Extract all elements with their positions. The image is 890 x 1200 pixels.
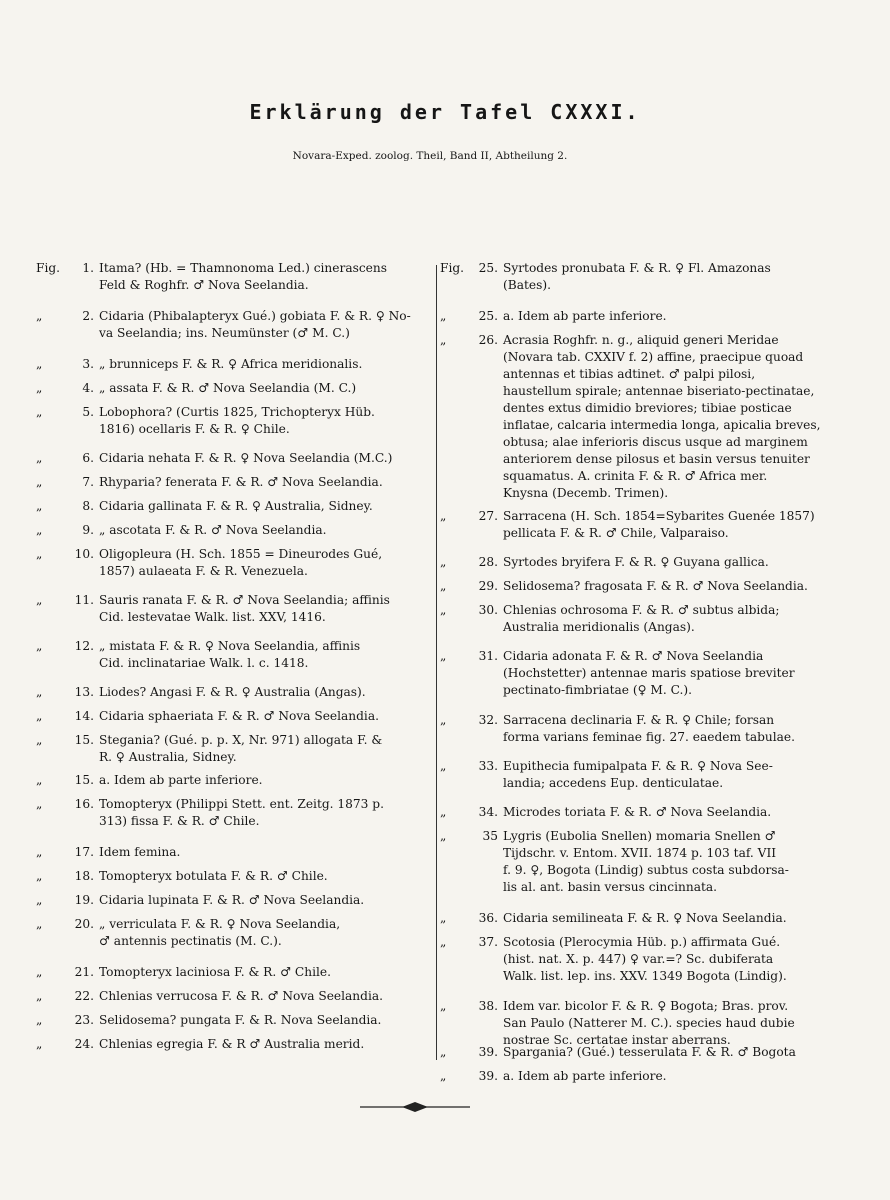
entry-prefix: „ [440, 935, 447, 949]
entry-line: Cidaria semilineata F. & R. ♀ Nova Seelandia. [503, 911, 787, 925]
entry-line: (Bates). [503, 278, 551, 292]
figure-entry [36, 916, 424, 950]
entry-line: Itama? (Hb. = Thamnonoma Led.) cinerascens [99, 261, 387, 275]
figure-number: 20. [74, 917, 94, 931]
figure-entry [36, 592, 424, 626]
entry-line: Knysna (Decemb. Trimen). [503, 486, 669, 500]
entry-prefix: „ [36, 893, 43, 907]
entry-line: Tomopteryx botulata F. & R. ♂ Chile. [99, 869, 328, 883]
entry-line: Cid. lestevatae Walk. list. XXV, 1416. [99, 610, 326, 624]
entry-text [503, 508, 858, 542]
entry-prefix: „ [440, 309, 447, 323]
entry-line: San Paulo (Natterer M. C.). species haud dubie [503, 1016, 795, 1030]
figure-entry [36, 1012, 424, 1029]
entry-line: Walk. list. lep. ins. XXV. 1349 Bogota (Lindig). [503, 969, 787, 983]
entry-line: Tomopteryx laciniosa F. & R. ♂ Chile. [99, 965, 331, 979]
figure-number: 28. [478, 555, 498, 569]
figure-entry [36, 796, 424, 830]
figure-entry [36, 546, 424, 580]
figure-entry [440, 1044, 858, 1061]
entry-text [99, 356, 424, 373]
entry-prefix: „ [36, 357, 43, 371]
ornament-rule [360, 1100, 470, 1114]
entry-prefix: „ [440, 579, 447, 593]
figure-number: 34. [478, 805, 498, 819]
entry-line: 313) fissa F. & R. ♂ Chile. [99, 814, 260, 828]
entry-prefix: „ [36, 381, 43, 395]
figure-number: 25. [478, 309, 498, 323]
entry-line: „ verriculata F. & R. ♀ Nova Seelandia, [99, 917, 341, 931]
entry-text [503, 554, 858, 571]
entry-line: (Hochstetter) antennae maris spatiose breviter [503, 666, 795, 680]
entry-text [99, 988, 424, 1005]
figure-entry [440, 332, 858, 502]
figure-entry [440, 602, 858, 636]
figure-entry [36, 638, 424, 672]
entry-prefix: „ [440, 911, 447, 925]
entry-line: haustellum spirale; antennae biseriato-pectinatae, [503, 384, 815, 398]
entry-line: ♂ antennis pectinatis (M. C.). [99, 934, 282, 948]
figure-number: 25. [478, 261, 498, 275]
figure-number: 29. [478, 579, 498, 593]
entry-prefix: „ [36, 709, 43, 723]
figure-number: 38. [478, 999, 498, 1013]
entry-line: 1857) aulaeata F. & R. Venezuela. [99, 564, 308, 578]
entry-line: pellicata F. & R. ♂ Chile, Valparaiso. [503, 526, 729, 540]
entry-text [503, 332, 858, 502]
entry-line: Cidaria gallinata F. & R. ♀ Australia, Sidney. [99, 499, 373, 513]
entry-text [99, 796, 424, 830]
figure-number: 18. [74, 869, 94, 883]
figure-number: 36. [478, 911, 498, 925]
entry-text [503, 998, 858, 1049]
figure-entry [440, 508, 858, 542]
entry-line: Cidaria sphaeriata F. & R. ♂ Nova Seelandia. [99, 709, 379, 723]
figure-entry [36, 964, 424, 981]
entry-text [99, 498, 424, 515]
entry-line: va Seelandia; ins. Neumünster (♂ M. C.) [99, 326, 350, 340]
entry-line: squamatus. A. crinita F. & R. ♂ Africa mer. [503, 469, 768, 483]
entry-line: „ brunniceps F. & R. ♀ Africa meridionalis. [99, 357, 363, 371]
entry-prefix: „ [36, 547, 43, 561]
figure-number: 7. [82, 475, 94, 489]
entry-prefix: „ [36, 989, 43, 1003]
figure-entry [440, 910, 858, 927]
entry-line: Stegania? (Gué. p. p. X, Nr. 971) allogata F. & [99, 733, 383, 747]
entry-line: Selidosema? pungata F. & R. Nova Seelandia. [99, 1013, 382, 1027]
entry-line: Chlenias verrucosa F. & R. ♂ Nova Seelandia. [99, 989, 383, 1003]
figure-number: 2. [82, 309, 94, 323]
figure-number: 6. [82, 451, 94, 465]
entry-prefix: „ [440, 603, 447, 617]
entry-line: Sparganiа? (Gué.) tesserulata F. & R. ♂ Bogota [503, 1045, 796, 1059]
entry-line: Idem femina. [99, 845, 181, 859]
figure-entry [36, 450, 424, 467]
entry-line: f. 9. ♀, Bogota (Lindig) subtus costa subdorsa- [503, 863, 789, 877]
entry-text [99, 638, 424, 672]
figure-number: 16. [74, 797, 94, 811]
figure-entry [36, 474, 424, 491]
entry-line: Syrtodes pronubata F. & R. ♀ Fl. Amazonas [503, 261, 771, 275]
entry-line: a. Idem ab parte inferiore. [503, 309, 667, 323]
column-divider [436, 265, 437, 1060]
entry-text [99, 1036, 424, 1053]
figure-entry [36, 498, 424, 515]
entry-prefix: Fig. [36, 261, 61, 275]
entry-text [503, 1068, 858, 1085]
entry-line: inflatae, calcaria intermedia longa, apicalia breves, [503, 418, 821, 432]
entry-text [99, 684, 424, 701]
entry-line: Acrasia Roghfr. n. g., aliquid generi Meridae [503, 333, 779, 347]
entry-line: Chlenias ochrosoma F. & R. ♂ subtus albida; [503, 603, 780, 617]
entry-text [503, 648, 858, 699]
entry-prefix: „ [36, 685, 43, 699]
entry-text [99, 592, 424, 626]
entry-line: „ mistata F. & R. ♀ Nova Seelandia, affinis [99, 639, 361, 653]
entry-line: Sauris ranata F. & R. ♂ Nova Seelandia; affinis [99, 593, 390, 607]
figure-number: 39. [478, 1069, 498, 1083]
figure-entry [36, 260, 424, 294]
figure-number: 24. [74, 1037, 94, 1051]
figure-number: 21. [74, 965, 94, 979]
figure-number: 39. [478, 1045, 498, 1059]
entry-line: a. Idem ab parte inferiore. [99, 773, 263, 787]
entry-line: Scotosia (Plerocymia Hüb. p.) affirmata Gué. [503, 935, 781, 949]
page-subtitle: Novara-Exped. zoolog. Theil, Band II, Abtheilung 2. [292, 150, 568, 162]
entry-text [503, 260, 858, 294]
figure-entry [36, 868, 424, 885]
entry-line: (Novara tab. CXXIV f. 2) affine, praecipue quoad [503, 350, 804, 364]
figure-number: 33. [478, 759, 498, 773]
entry-line: dentes extus dimidio breviores; tibiae posticae [503, 401, 792, 415]
entry-prefix: „ [440, 829, 447, 843]
figure-number: 32. [478, 713, 498, 727]
entry-line: R. ♀ Australia, Sidney. [99, 750, 237, 764]
entry-text [99, 916, 424, 950]
figure-entry [440, 934, 858, 985]
entry-prefix: „ [36, 1037, 43, 1051]
entry-text [503, 758, 858, 792]
entry-prefix: „ [440, 555, 447, 569]
entry-line: Liodes? Angasi F. & R. ♀ Australia (Angas). [99, 685, 366, 699]
page-title: Erklärung der Tafel CXXXI. [249, 100, 641, 124]
entry-line: Cidaria (Phibalapteryx Gué.) gobiata F. & R. ♀ No- [99, 309, 411, 323]
entry-line: anteriorem dense pilosus et basin versus tenuiter [503, 452, 810, 466]
figure-number: 22. [74, 989, 94, 1003]
figure-entry [36, 1036, 424, 1053]
figure-number: 12. [74, 639, 94, 653]
entry-line: Lygris (Eubolia Snellen) momaria Snellen ♂ [503, 829, 776, 843]
entry-prefix: „ [36, 475, 43, 489]
figure-entry [440, 998, 858, 1049]
figure-entry [440, 758, 858, 792]
figure-entry [440, 578, 858, 595]
figure-number: 17. [74, 845, 94, 859]
entry-line: 1816) ocellaris F. & R. ♀ Chile. [99, 422, 290, 436]
entry-text [99, 404, 424, 438]
figure-number: 15. [74, 733, 94, 747]
entry-text [99, 868, 424, 885]
entry-prefix: „ [440, 509, 447, 523]
figure-entry [36, 708, 424, 725]
figure-entry [36, 356, 424, 373]
entry-prefix: „ [36, 845, 43, 859]
entry-prefix: „ [36, 523, 43, 537]
figure-entry [36, 684, 424, 701]
entry-text [99, 1012, 424, 1029]
figure-number: 35 [482, 829, 498, 843]
entry-text [503, 1044, 858, 1061]
entry-line: landia; accedens Eup. denticulatae. [503, 776, 724, 790]
figure-number: 1. [82, 261, 94, 275]
entry-text [99, 474, 424, 491]
figure-number: 10. [74, 547, 94, 561]
figure-number: 3. [82, 357, 94, 371]
entry-line: Australia meridionalis (Angas). [503, 620, 695, 634]
entry-text [503, 934, 858, 985]
entry-line: (hist. nat. X. p. 447) ♀ var.=? Sc. dubiferata [503, 952, 774, 966]
entry-text [503, 804, 858, 821]
figure-entry [440, 804, 858, 821]
entry-text [99, 964, 424, 981]
figure-number: 31. [478, 649, 498, 663]
entry-text [99, 308, 424, 342]
entry-prefix: „ [36, 405, 43, 419]
entry-prefix: Fig. [440, 261, 465, 275]
entry-prefix: „ [36, 797, 43, 811]
figure-entry [440, 554, 858, 571]
figure-number: 11. [74, 593, 94, 607]
entry-text [99, 522, 424, 539]
figure-entry [440, 1068, 858, 1085]
figure-number: 5. [82, 405, 94, 419]
entry-prefix: „ [36, 773, 43, 787]
figure-entry [36, 892, 424, 909]
entry-prefix: „ [440, 333, 447, 347]
entry-line: obtusa; alae inferioris discus usque ad marginem [503, 435, 808, 449]
entry-line: „ ascotata F. & R. ♂ Nova Seelandia. [99, 523, 327, 537]
entry-text [99, 772, 424, 789]
figure-number: 30. [478, 603, 498, 617]
figure-entry [440, 828, 858, 896]
figure-entry [36, 772, 424, 789]
figure-number: 8. [82, 499, 94, 513]
entry-text [99, 892, 424, 909]
figure-entry [440, 712, 858, 746]
entry-prefix: „ [440, 805, 447, 819]
entry-line: Rhyparia? fenerata F. & R. ♂ Nova Seelandia. [99, 475, 383, 489]
entry-text [503, 828, 858, 896]
entry-line: Selidosema? fragosata F. & R. ♂ Nova Seelandia. [503, 579, 808, 593]
entry-text [99, 450, 424, 467]
figure-entry [440, 260, 858, 294]
entry-line: „ assata F. & R. ♂ Nova Seelandia (M. C.) [99, 381, 357, 395]
entry-prefix: „ [36, 965, 43, 979]
figure-number: 37. [478, 935, 498, 949]
entry-text [99, 546, 424, 580]
figure-entry [36, 988, 424, 1005]
entry-line: Feld & Roghfr. ♂ Nova Seelandia. [99, 278, 309, 292]
entry-line: Eupithecia fumipalpata F. & R. ♀ Nova See- [503, 759, 773, 773]
entry-line: Tomopteryx (Philippi Stett. ent. Zeitg. 1873 p. [99, 797, 384, 811]
entry-text [99, 708, 424, 725]
entry-text [503, 712, 858, 746]
figure-entry [36, 732, 424, 766]
entry-prefix: „ [440, 759, 447, 773]
entry-prefix: „ [36, 499, 43, 513]
entry-line: Idem var. bicolor F. & R. ♀ Bogota; Bras. prov. [503, 999, 789, 1013]
figure-entry [36, 404, 424, 438]
entry-prefix: „ [36, 451, 43, 465]
entry-line: forma varians feminae fig. 27. eaedem tabulae. [503, 730, 796, 744]
entry-prefix: „ [440, 1045, 447, 1059]
entry-prefix: „ [36, 639, 43, 653]
figure-entry [36, 522, 424, 539]
figure-entry [36, 380, 424, 397]
entry-line: Lobophora? (Curtis 1825, Trichopteryx Hüb. [99, 405, 375, 419]
entry-text [503, 578, 858, 595]
entry-line: Oligopleura (H. Sch. 1855 = Dineurodes Gué, [99, 547, 383, 561]
entry-line: Sarracena declinaria F. & R. ♀ Chile; forsan [503, 713, 775, 727]
figure-entry [440, 648, 858, 699]
figure-number: 27. [478, 509, 498, 523]
entry-line: Chlenias egregia F. & R ♂ Australia merid. [99, 1037, 365, 1051]
entry-line: Sarracena (H. Sch. 1854=Sybarites Guenée 1857) [503, 509, 815, 523]
entry-prefix: „ [36, 309, 43, 323]
entry-prefix: „ [440, 999, 447, 1013]
entry-line: nostrae Sc. certatae instar aberrans. [503, 1033, 731, 1047]
figure-number: 13. [74, 685, 94, 699]
entry-prefix: „ [440, 1069, 447, 1083]
entry-line: a. Idem ab parte inferiore. [503, 1069, 667, 1083]
entry-line: Syrtodes bryifera F. & R. ♀ Guyana gallica. [503, 555, 769, 569]
entry-line: antennas et tibias adtinet. ♂ palpi pilosi, [503, 367, 756, 381]
figure-number: 19. [74, 893, 94, 907]
entry-text [99, 260, 424, 294]
entry-text [503, 910, 858, 927]
figure-number: 15. [74, 773, 94, 787]
entry-line: lis al. ant. basin versus cincinnata. [503, 880, 717, 894]
entry-line: Tijdschr. v. Entom. XVII. 1874 p. 103 taf. VII [503, 846, 777, 860]
entry-line: Cidaria lupinata F. & R. ♂ Nova Seelandia. [99, 893, 365, 907]
figure-number: 9. [82, 523, 94, 537]
entry-text [99, 380, 424, 397]
entry-text [99, 732, 424, 766]
entry-prefix: „ [440, 649, 447, 663]
figure-entry [36, 308, 424, 342]
figure-number: 4. [82, 381, 94, 395]
figure-entry [440, 308, 858, 325]
entry-text [503, 602, 858, 636]
figure-entry [36, 844, 424, 861]
entry-line: Cidaria nehata F. & R. ♀ Nova Seelandia (M.C.) [99, 451, 393, 465]
figure-number: 14. [74, 709, 94, 723]
figure-number: 23. [74, 1013, 94, 1027]
entry-line: Microdes toriata F. & R. ♂ Nova Seelandia. [503, 805, 772, 819]
entry-prefix: „ [36, 733, 43, 747]
entry-prefix: „ [36, 917, 43, 931]
entry-prefix: „ [36, 869, 43, 883]
entry-prefix: „ [36, 593, 43, 607]
figure-number: 26. [478, 333, 498, 347]
entry-prefix: „ [440, 713, 447, 727]
entry-line: Cid. inclinatariae Walk. l. c. 1418. [99, 656, 309, 670]
entry-line: pectinato-fimbriatae (♀ M. C.). [503, 683, 692, 697]
entry-text [503, 308, 858, 325]
entry-text [99, 844, 424, 861]
entry-line: Cidaria adonata F. & R. ♂ Nova Seelandia [503, 649, 764, 663]
entry-prefix: „ [36, 1013, 43, 1027]
